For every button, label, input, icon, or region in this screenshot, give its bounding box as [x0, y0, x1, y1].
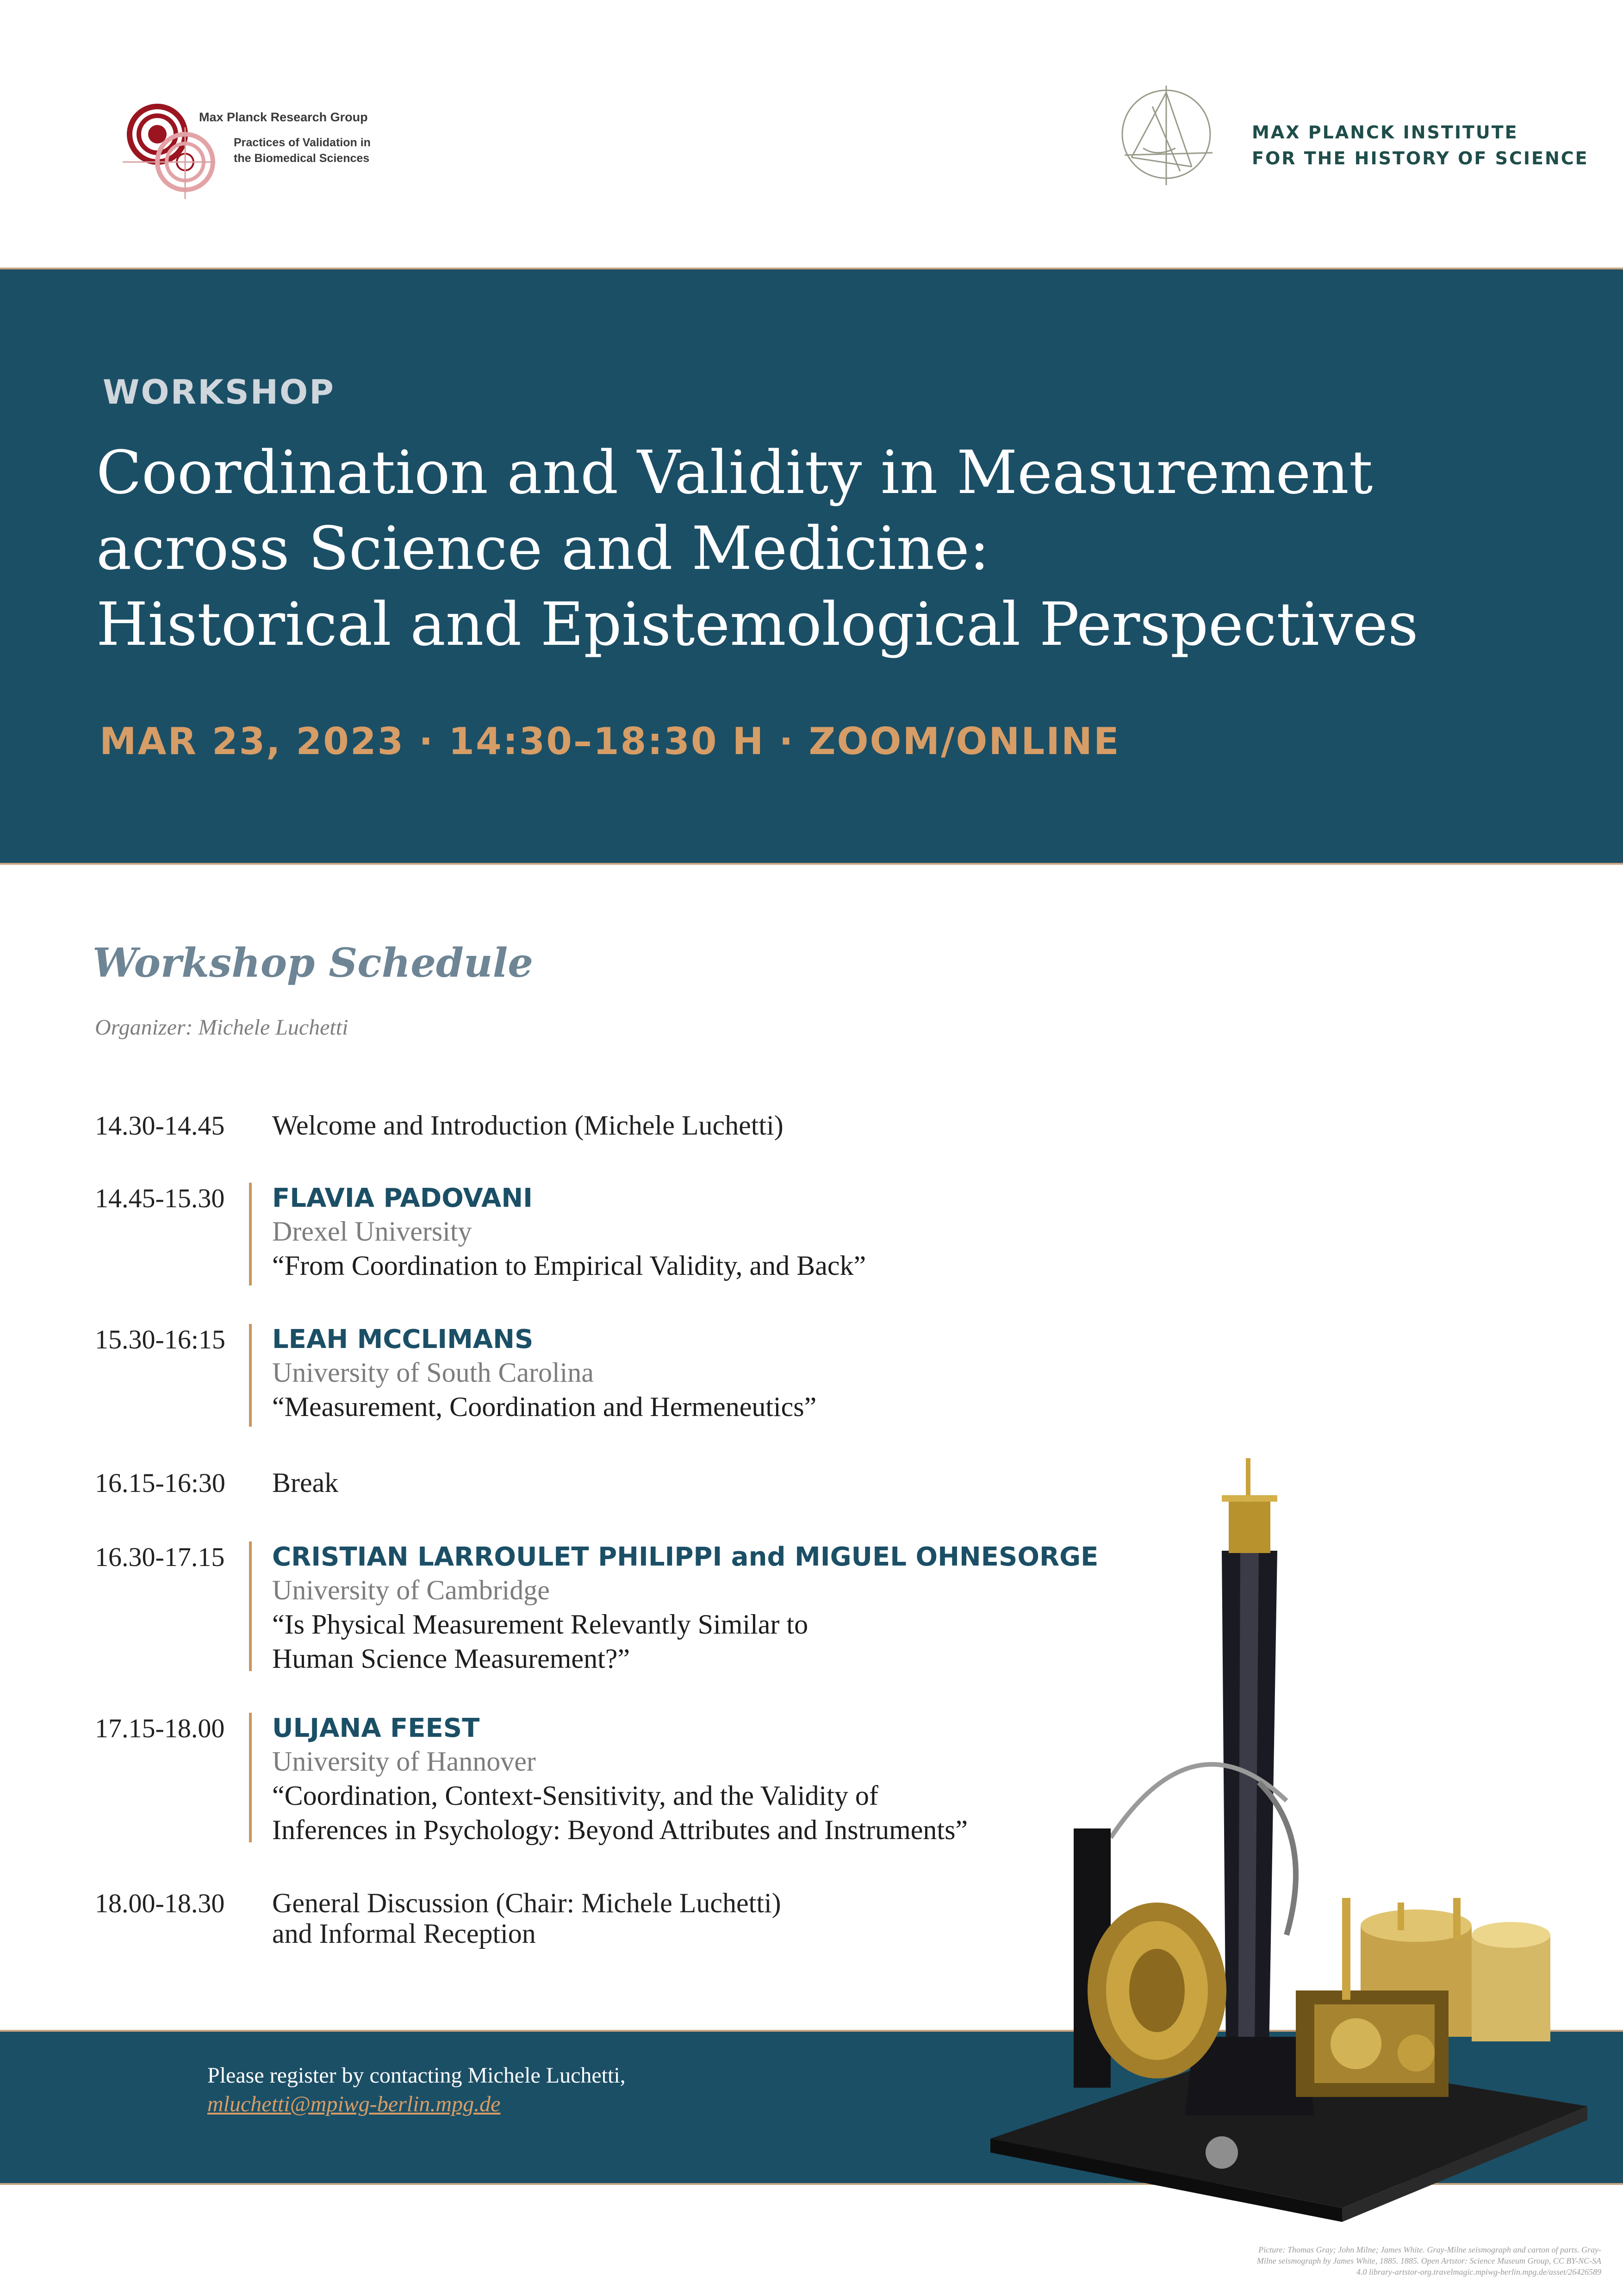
event-title: [96, 435, 1531, 663]
event-title-line-1: Coordination and Validity in Measurement: [96, 438, 1373, 507]
row-time: 18.00-18.30: [95, 1888, 225, 1918]
talk-block: [272, 1713, 968, 1847]
speaker-affiliation: University of South Carolina: [272, 1357, 594, 1388]
picture-credit: [1064, 2244, 1601, 2277]
talk-title-cont: Human Science Measurement?”: [272, 1643, 630, 1674]
talk-title: “From Coordination to Empirical Validity, and Back”: [272, 1250, 866, 1281]
event-title-line-2: across Science and Medicine:: [96, 514, 989, 583]
speaker-name: CRISTIAN LARROULET PHILIPPI and MIGUEL OHNESORGE: [272, 1542, 1099, 1572]
mpiwg-geometric-logo: [1111, 79, 1226, 190]
talk-title: “Is Physical Measurement Relevantly Similar to: [272, 1609, 808, 1640]
row-text: Break: [272, 1467, 339, 1498]
credit-line-2: Milne seismograph by James White, 1885. 1885. Open Artstor: Science Museum Group, CC BY-NC-SA: [1256, 2256, 1601, 2265]
event-date-location: MAR 23, 2023 · 14:30–18:30 H · ZOOM/ONLINE: [99, 720, 1120, 763]
speaker-name: ULJANA FEEST: [272, 1713, 480, 1743]
event-kicker: WORKSHOP: [103, 373, 335, 412]
talk-block: [272, 1183, 866, 1283]
credit-line-3: 4.0 library-artstor-org.travelmagic.mpiwg-berlin.mpg.de/asset/26426589: [1356, 2267, 1601, 2277]
talk-block: [272, 1324, 816, 1424]
row-divider: [249, 1713, 252, 1842]
event-title-line-3: Historical and Epistemological Perspectives: [96, 590, 1418, 659]
talk-title: “Measurement, Coordination and Hermeneutics”: [272, 1391, 817, 1422]
row-text: [272, 1888, 781, 1949]
row-divider: [249, 1324, 252, 1427]
organizer-note: Organizer: Michele Luchetti: [95, 1015, 348, 1040]
talk-title-cont: Inferences in Psychology: Beyond Attributes and Instruments”: [272, 1815, 968, 1845]
talk-title: “Coordination, Context-Sensitivity, and the Validity of: [272, 1780, 878, 1811]
speaker-affiliation: University of Cambridge: [272, 1575, 550, 1605]
speaker-name: LEAH MCCLIMANS: [272, 1324, 534, 1354]
schedule-heading: Workshop Schedule: [93, 940, 533, 986]
speaker-affiliation: Drexel University: [272, 1216, 472, 1247]
group-subtitle-1: Practices of Validation in: [234, 136, 371, 149]
speaker-name: FLAVIA PADOVANI: [272, 1183, 533, 1213]
row-time: 16.30-17.15: [95, 1542, 225, 1572]
institute-line-1: MAX PLANCK INSTITUTE: [1252, 122, 1518, 143]
row-time: 14.30-14.45: [95, 1111, 225, 1141]
row-time: 16.15-16:30: [95, 1468, 225, 1498]
row-divider: [249, 1541, 252, 1671]
group-subtitle-2: the Biomedical Sciences: [234, 152, 370, 165]
registration-info: [207, 2061, 626, 2119]
research-group-name: [199, 110, 371, 166]
seismograph-illustration: [963, 1458, 1592, 2222]
row-divider: [249, 1183, 252, 1285]
row-text-line-1: General Discussion (Chair: Michele Luchetti): [272, 1888, 781, 1918]
row-text: Welcome and Introduction (Michele Luchetti): [272, 1110, 784, 1141]
registration-text: Please register by contacting Michele Luchetti,: [207, 2063, 626, 2088]
row-time: 15.30-16:15: [95, 1324, 225, 1354]
institute-line-2: FOR THE HISTORY OF SCIENCE: [1252, 148, 1589, 168]
speaker-affiliation: University of Hannover: [272, 1746, 536, 1777]
row-time: 17.15-18.00: [95, 1713, 225, 1743]
row-time: 14.45-15.30: [95, 1183, 225, 1213]
credit-line-1: Picture: Thomas Gray; John Milne; James White. Gray-Milne seismograph and carton of parts. Gray-: [1258, 2245, 1601, 2254]
registration-email-link[interactable]: mluchetti@mpiwg-berlin.mpg.de: [207, 2092, 501, 2116]
row-text-line-2: and Informal Reception: [272, 1918, 536, 1949]
institute-name: [1252, 119, 1589, 171]
group-name: Max Planck Research Group: [199, 110, 368, 124]
